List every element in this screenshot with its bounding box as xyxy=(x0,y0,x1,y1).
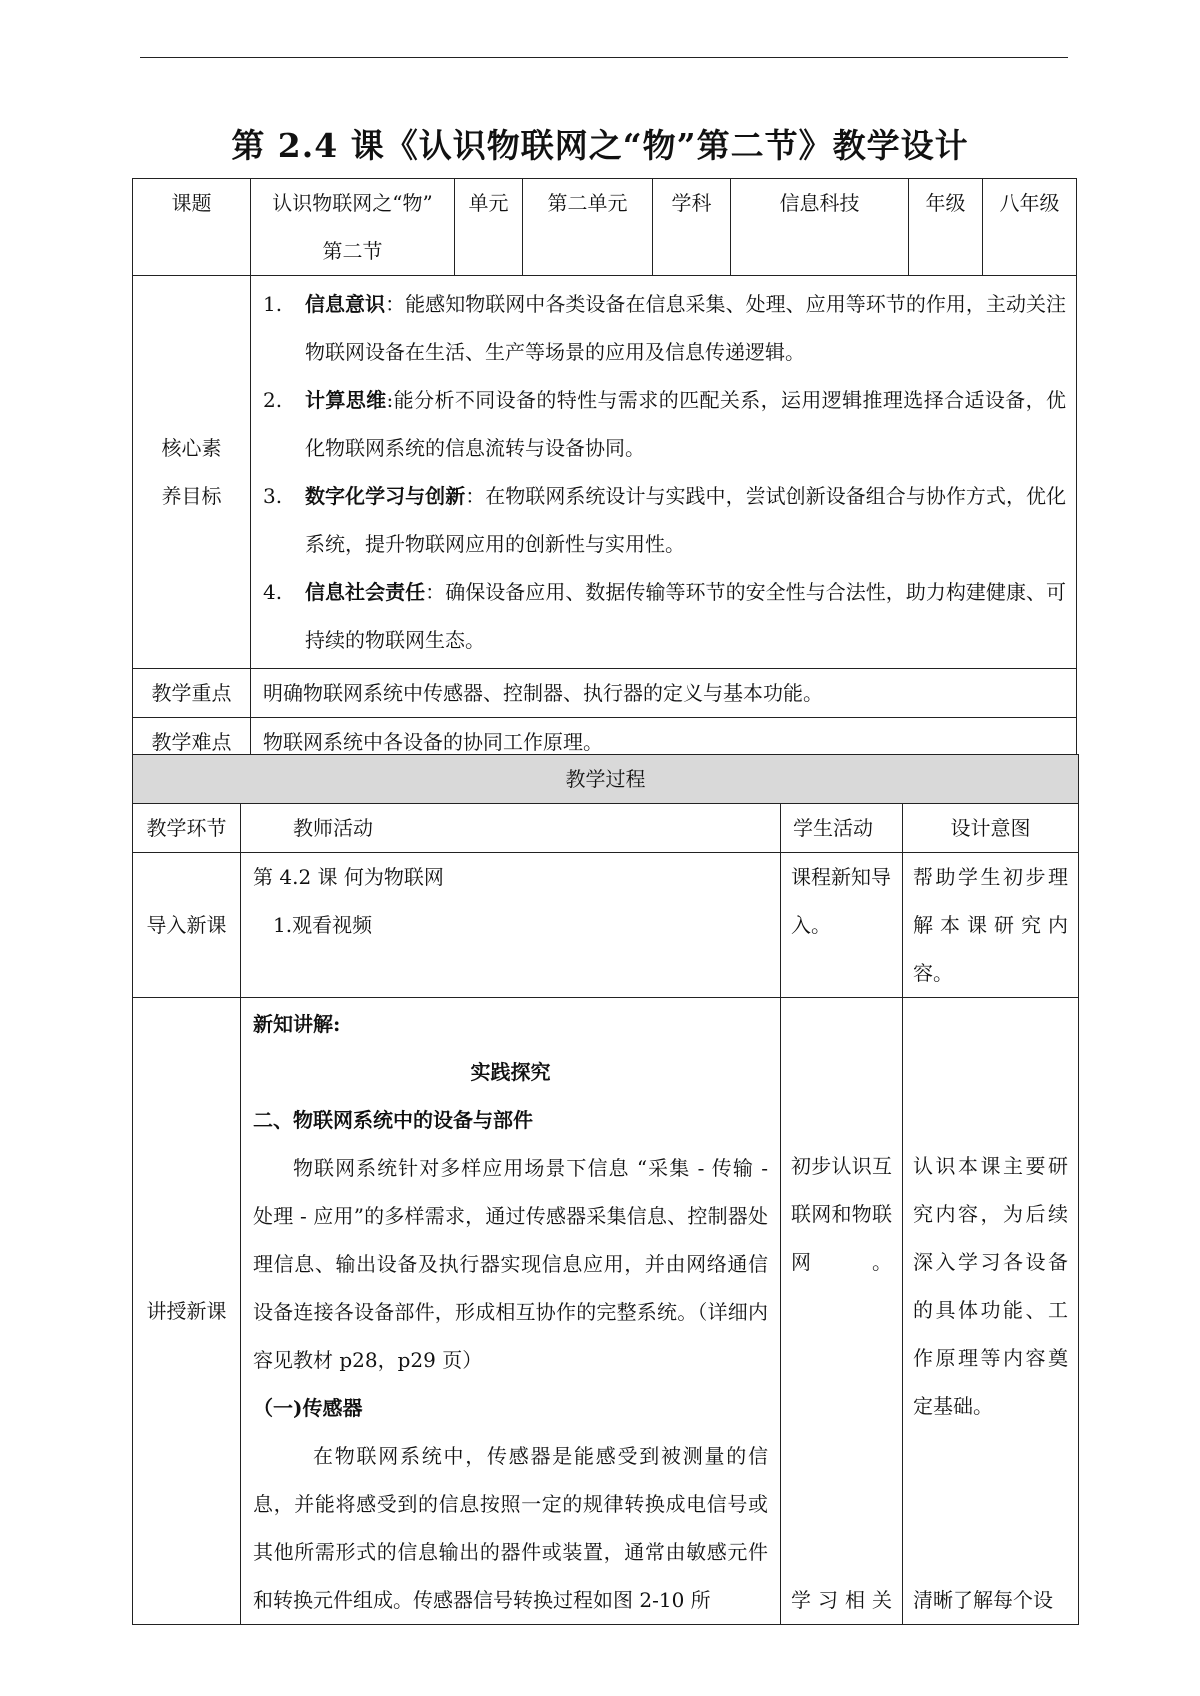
lecture-intent-text-2: 清晰了解每个设 xyxy=(913,1588,1053,1612)
goal-body: 能感知物联网中各类设备在信息采集、处理、应用等环节的作用，主动关注物联网设备在生活、生产等场景的应用及信息传递逻辑。 xyxy=(305,292,1067,364)
goal-separator: ： xyxy=(385,292,406,316)
goal-item xyxy=(263,472,1066,568)
lecture-section-title: 二、物联网系统中的设备与部件 xyxy=(253,1108,533,1132)
intro-teacher xyxy=(241,853,781,998)
topic-value-line1: 认识物联网之“物” xyxy=(272,191,433,215)
lecture-student-text: 初步认识互联网和物联网。 xyxy=(791,1154,892,1274)
goal-text xyxy=(305,472,1066,568)
intro-stage: 导入新课 xyxy=(133,853,241,998)
info-row xyxy=(133,179,1077,276)
goal-number: 1. xyxy=(263,292,283,316)
lecture-heading: 新知讲解: xyxy=(253,1012,341,1036)
goal-separator: : xyxy=(386,388,394,412)
goal-heading: 计算思维 xyxy=(305,388,387,412)
lecture-student xyxy=(781,998,903,1625)
intro-row xyxy=(133,853,1079,998)
intro-teacher-line2: 1.观看视频 xyxy=(273,913,373,937)
goal-separator: ： xyxy=(465,484,486,508)
grade-label: 年级 xyxy=(909,179,983,276)
process-table xyxy=(132,754,1079,1625)
process-header-row xyxy=(133,755,1079,804)
goal-body: 确保设备应用、数据传输等环节的安全性与合法性，助力构建健康、可持续的物联网生态。 xyxy=(305,580,1067,652)
column-stage: 教学环节 xyxy=(133,804,241,853)
lecture-stage: 讲授新课 xyxy=(133,998,241,1625)
lecture-subsection-title: （一)传感器 xyxy=(253,1396,363,1420)
unit-label: 单元 xyxy=(455,179,523,276)
goal-heading: 信息社会责任 xyxy=(305,580,426,604)
grade-value: 八年级 xyxy=(983,179,1077,276)
lecture-teacher xyxy=(241,998,781,1625)
key-point-row xyxy=(133,669,1077,718)
lesson-info-table xyxy=(132,178,1077,767)
topic-value-line2: 第二节 xyxy=(322,239,383,263)
difficulty-value: 物联网系统中各设备的协同工作原理。 xyxy=(251,718,1077,767)
goal-heading: 信息意识 xyxy=(305,292,386,316)
goal-text xyxy=(305,280,1066,376)
intro-student: 课程新知导入。 xyxy=(781,853,903,998)
intro-intent: 帮助学生初步理解本课研究内容。 xyxy=(903,853,1079,998)
header-rule xyxy=(140,57,1068,58)
process-columns-row xyxy=(133,804,1079,853)
goal-separator: ： xyxy=(425,580,446,604)
goal-number: 4. xyxy=(263,580,283,604)
goal-body: 能分析不同设备的特性与需求的匹配关系，运用逻辑推理选择合适设备，优化物联网系统的信息流转与设备协同。 xyxy=(305,388,1067,460)
lecture-intent xyxy=(903,998,1079,1625)
goal-number: 3. xyxy=(263,484,283,508)
topic-label: 课题 xyxy=(133,179,251,276)
lecture-paragraph: 物联网系统针对多样应用场景下信息 “采集 - 传输 - 处理 - 应用”的多样需求，通过传感器采集信息、控制器处理信息、输出设备及执行器实现信息应用，并由网络通信设备连接各设备部件，形成相互协作的完整系统。（详细内容见教材 p28，p29 页） xyxy=(253,1156,768,1372)
lecture-row xyxy=(133,998,1079,1625)
document-title: 第 2.4 课《认识物联网之“物”第二节》教学设计 xyxy=(231,126,969,165)
topic-value xyxy=(251,179,455,276)
column-student: 学生活动 xyxy=(781,804,903,853)
difficulty-label: 教学难点 xyxy=(133,718,251,767)
key-point-label: 教学重点 xyxy=(133,669,251,718)
lecture-student-text-2: 学习相关 xyxy=(791,1588,892,1612)
goal-item xyxy=(263,568,1066,664)
goal-text xyxy=(305,376,1066,472)
column-intent: 设计意图 xyxy=(903,804,1079,853)
goals-list xyxy=(251,276,1077,669)
goal-number: 2. xyxy=(263,388,283,412)
intro-teacher-line1: 第 4.2 课 何为物联网 xyxy=(253,865,444,889)
unit-value: 第二单元 xyxy=(523,179,653,276)
goals-row xyxy=(133,276,1077,669)
lecture-subheading: 实践探究 xyxy=(470,1060,551,1084)
goal-heading: 数字化学习与创新 xyxy=(305,484,466,508)
lecture-paragraph: 在物联网系统中，传感器是能感受到被测量的信息，并能将感受到的信息按照一定的规律转换成电信号或其他所需形式的信息输出的器件或装置，通常由敏感元件和转换元件组成。传感器信号转换过程如图 2-10 所 xyxy=(253,1444,768,1612)
lecture-intent-text: 认识本课主要研究内容，为后续深入学习各设备的具体功能、工作原理等内容奠定基础。 xyxy=(913,1154,1068,1418)
subject-value: 信息科技 xyxy=(731,179,909,276)
goals-label-line1: 核心素 xyxy=(161,436,222,460)
subject-label: 学科 xyxy=(653,179,731,276)
goal-item xyxy=(263,280,1066,376)
key-point-value: 明确物联网系统中传感器、控制器、执行器的定义与基本功能。 xyxy=(251,669,1077,718)
goal-body: 在物联网系统设计与实践中，尝试创新设备组合与协作方式，优化系统，提升物联网应用的创新性与实用性。 xyxy=(305,484,1067,556)
column-teacher: 教师活动 xyxy=(241,804,781,853)
goal-text xyxy=(305,568,1066,664)
goals-label xyxy=(133,276,251,669)
goals-label-line2: 养目标 xyxy=(161,484,222,508)
process-header: 教学过程 xyxy=(133,755,1079,804)
goal-item xyxy=(263,376,1066,472)
